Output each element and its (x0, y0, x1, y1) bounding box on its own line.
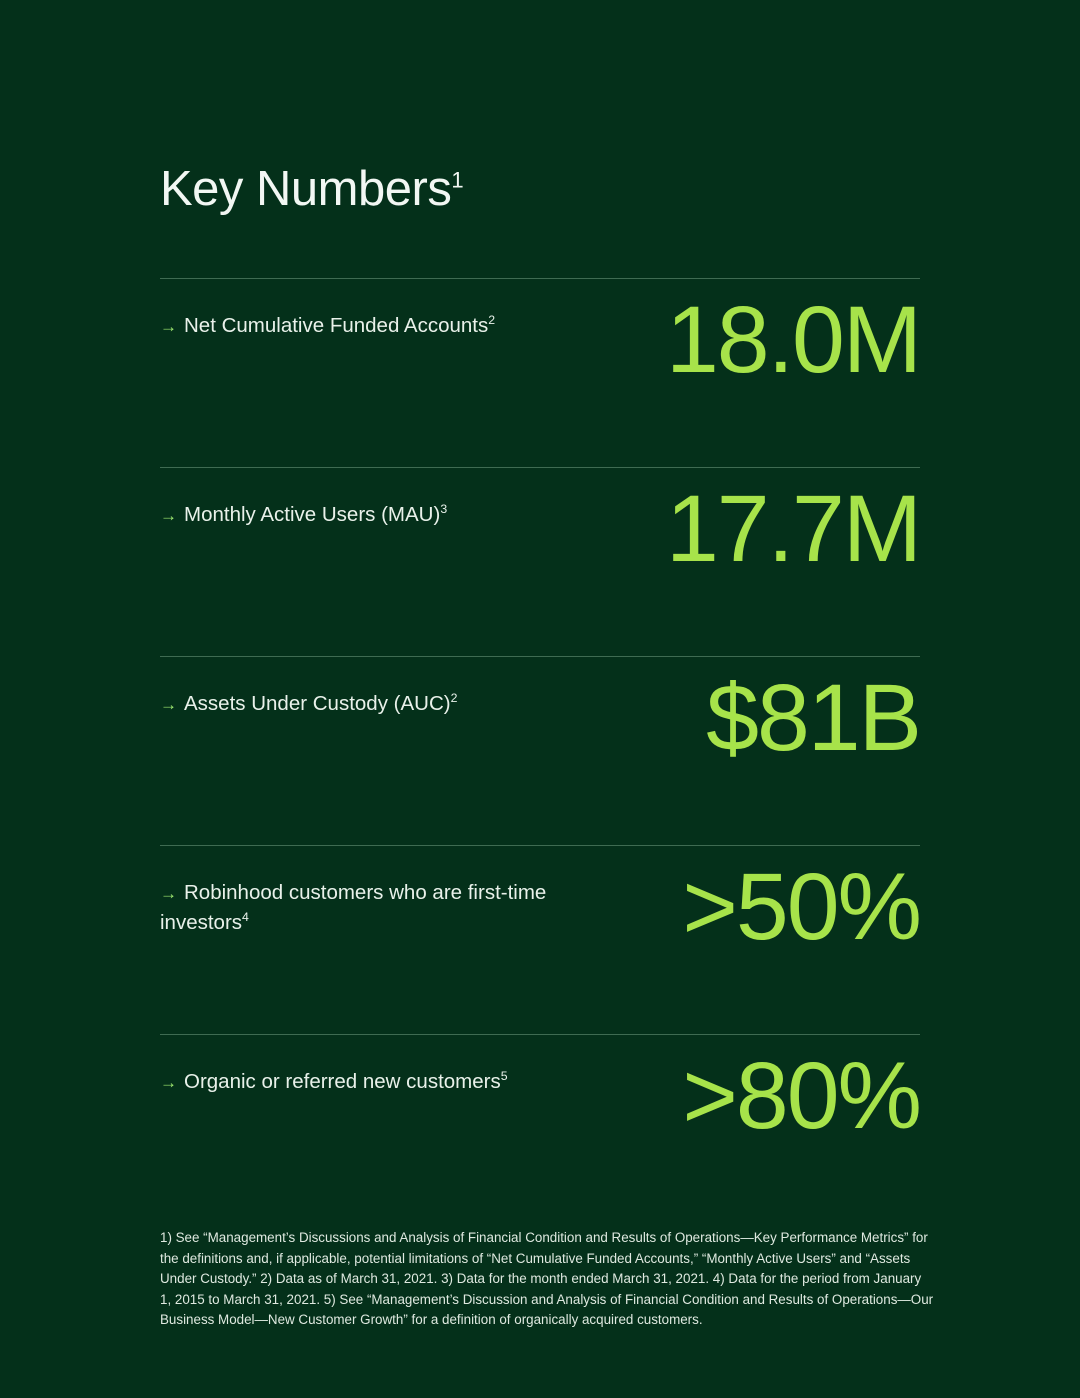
metric-label (160, 311, 580, 341)
metric-row (160, 656, 920, 845)
metric-label-text: Monthly Active Users (MAU) (184, 503, 441, 526)
metric-value: >50% (682, 854, 920, 960)
metric-label-text: Organic or referred new customers (184, 1070, 501, 1093)
arrow-right-icon: → (160, 695, 177, 714)
metric-row (160, 278, 920, 467)
metric-label (160, 878, 580, 937)
metric-row (160, 845, 920, 1034)
metric-label-text: Assets Under Custody (AUC) (184, 692, 451, 715)
metric-footnote-marker: 3 (440, 502, 448, 517)
metric-value: 17.7M (665, 476, 920, 582)
metric-footnote-marker: 5 (500, 1069, 508, 1084)
metric-row (160, 467, 920, 656)
arrow-right-icon: → (160, 884, 177, 903)
metric-label-text: Robinhood customers who are first-time investors (160, 881, 547, 934)
metric-value: >80% (682, 1043, 920, 1149)
metric-footnote-marker: 4 (242, 910, 249, 925)
metric-label-text: Net Cumulative Funded Accounts (184, 314, 489, 337)
arrow-right-icon: → (160, 317, 177, 336)
metric-value: 18.0M (665, 287, 920, 393)
metrics-list (160, 278, 920, 1223)
page-title (160, 161, 464, 216)
metric-footnote-marker: 2 (450, 691, 458, 706)
metric-value: $81B (706, 665, 920, 771)
metric-row (160, 1034, 920, 1223)
arrow-right-icon: → (160, 506, 177, 525)
metric-footnote-marker: 2 (488, 313, 496, 328)
metric-label (160, 500, 580, 530)
page-title-text: Key Numbers (160, 161, 452, 216)
arrow-right-icon: → (160, 1073, 177, 1092)
metric-label (160, 1067, 580, 1097)
footnotes: 1) See “Management’s Discussions and Analysis of Financial Condition and Results of Operations—Key Performance Metrics” for the definitions and, if applicable, potential limitations of “Net Cumulative Funded Accounts,” “Monthly Active Users” and “Assets Under Custody.” 2) Data as of March 31, 2021. 3) Data for the month ended March 31, 2021. 4) Data for the period from January 1, 2015 to March 31, 2021. 5) See “Management’s Discussion and Analysis of Financial Condition and Results of Operations—Our Business Model—New Customer Growth” for a definition of organically acquired customers. (160, 1230, 934, 1327)
metric-label (160, 689, 580, 719)
page-title-footnote-marker: 1 (451, 167, 464, 193)
